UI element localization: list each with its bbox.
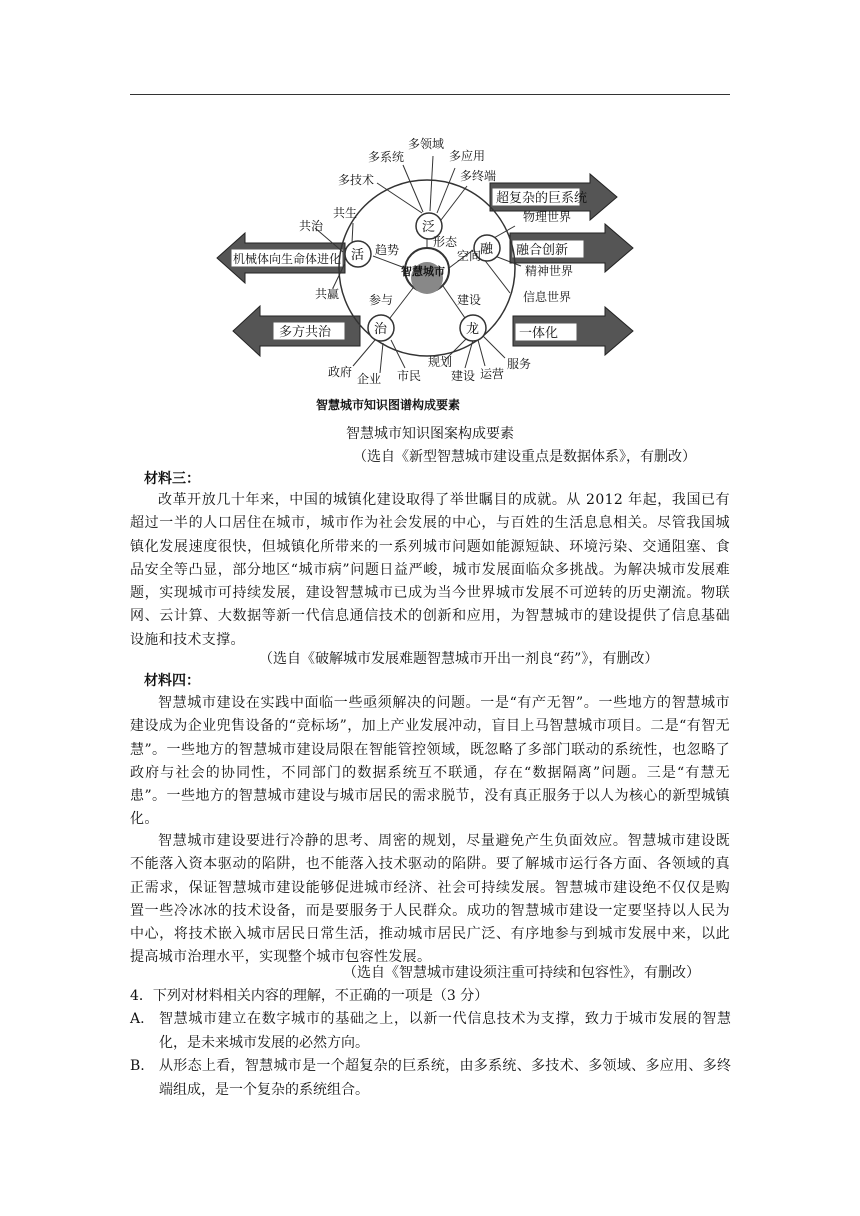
svg-text:共生: 共生 [333, 206, 358, 220]
option-a-letter: A. [130, 1011, 145, 1027]
center-node [401, 248, 449, 294]
arrow-mid-right-label: 融合创新 [516, 243, 569, 258]
svg-text:信息世界: 信息世界 [523, 290, 572, 304]
figure-source: （选自《新型智慧城市建设重点是数据体系》，有删改） [353, 449, 696, 465]
node-long [460, 315, 486, 341]
option-b-letter: B. [130, 1058, 145, 1074]
svg-text:政府: 政府 [328, 365, 353, 379]
option-a-text: 智慧城市建立在数字城市的基础之上，以新一代信息技术为支撑，致力于城市发展的智慧化，是未来城市发展的必然方向。 [159, 1011, 731, 1051]
ring-label-jianshe: 建设 [457, 293, 482, 307]
svg-text:精神世界: 精神世界 [525, 264, 574, 278]
center-label: 智慧城市 [401, 265, 445, 278]
diagram-title: 智慧城市知识图谱构成要素 [316, 398, 461, 412]
material4-paragraph-1: 智慧城市建设在实践中面临一些亟须解决的问题。一是“有产无智”。一些地方的智慧城市建设成为企业兜售设备的“竞标场”，加上产业发展冲动，盲目上马智慧城市项目。二是“有智无慧”。一些地方的智慧城市建设局限在智能管控领域，既忽略了多部门联动的系统性，也忽略了政府与社会的协同性，不同部门的数据系统互不联通，存在“数据隔离”问题。三是“有慧无患”。一些地方的智慧城市建设与城市居民的需求脱节，没有真正服务于以人为核心的新型城镇化。 [130, 695, 730, 828]
svg-text:运营: 运营 [480, 367, 505, 381]
material3-source: （选自《破解城市发展难题智慧城市开出一剂良“药”》，有删改） [259, 651, 659, 667]
material4-source: （选自《智慧城市建设须注重可持续和包容性》，有删改） [343, 965, 700, 981]
ring-label-canyu: 参与 [369, 293, 394, 307]
material4-paragraph-2: 智慧城市建设要进行冷静的思考、周密的规划，尽量避免产生负面效应。智慧城市建设既不能落入资本驱动的陷阱，也不能落入技术驱动的陷阱。要了解城市运行各方面、各领域的真正需求，保证智慧城市建设能够促进城市经济、社会可持续发展。智慧城市建设绝不仅仅是购置一些冷冰冰的技术设备，而是要服务于人民群众。成功的智慧城市建设一定要坚持以人民为中心，将技术嵌入城市居民日常生活，推动城市居民广泛、有序地参与到城市发展中来，以此提高城市治理水平，实现整个城市包容性发展。 [130, 833, 730, 966]
ring-label-xingtai: 形态 [433, 235, 458, 249]
arrow-mid-left-label: 机械体向生命体进化 [233, 252, 342, 266]
ring-label-qushi: 趋势 [375, 243, 400, 257]
svg-text:龙: 龙 [466, 322, 480, 337]
svg-text:共治: 共治 [299, 219, 324, 233]
svg-text:活: 活 [351, 248, 365, 263]
option-b-text: 从形态上看，智慧城市是一个超复杂的巨系统，由多系统、多技术、多领域、多应用、多终端组成，是一个复杂的系统组合。 [159, 1058, 731, 1098]
svg-text:服务: 服务 [507, 357, 532, 371]
svg-text:企业: 企业 [357, 372, 382, 386]
node-zhi [368, 315, 394, 341]
svg-text:规划: 规划 [428, 355, 453, 369]
question-stem: 4．下列对材料相关内容的理解，不正确的一项是（3 分） [130, 988, 489, 1004]
ring-label-kongjian: 空间 [457, 249, 482, 263]
arrow-top-right-label: 超复杂的巨系统 [496, 191, 588, 206]
material3-paragraph: 改革开放几十年来，中国的城镇化建设取得了举世瞩目的成就。从 2012 年起，我国已有超过一半的人口居住在城市，城市作为社会发展的中心，与百姓的生活息息相关。尽管我国城镇化发展速度很快，但城镇化所带来的一系列城市问题如能源短缺、环境污染、交通阻塞、食品安全等凸显，部分地区“城市病”问题日益严峻，城市发展面临众多挑战。为解决城市发展难题，实现城市可持续发展，建设智慧城市已成为当今世界城市发展不可逆转的历史潮流。物联网、云计算、大数据等新一代信息通信技术的创新和应用，为智慧城市的建设提供了信息基础设施和技术支撑。 [130, 492, 730, 648]
svg-text:融: 融 [480, 242, 494, 257]
svg-text:建设: 建设 [451, 369, 476, 383]
node-huo [345, 241, 371, 267]
svg-text:多系统: 多系统 [368, 150, 405, 164]
arrow-bottom-left-label: 多方共治 [279, 325, 332, 340]
header-rule [130, 94, 730, 95]
arrow-bottom-right-label: 一体化 [519, 326, 559, 341]
material4-label: 材料四： [144, 673, 200, 689]
svg-text:多领域: 多领域 [408, 137, 445, 151]
svg-text:治: 治 [374, 322, 388, 337]
svg-text:多技术: 多技术 [338, 173, 375, 187]
svg-text:泛: 泛 [422, 220, 436, 235]
option-b[interactable] [130, 1055, 730, 1103]
svg-text:共赢: 共赢 [315, 287, 340, 301]
svg-text:多终端: 多终端 [460, 169, 497, 183]
svg-text:市民: 市民 [397, 369, 422, 383]
svg-text:物理世界: 物理世界 [523, 210, 572, 224]
arrow-bottom-left [233, 306, 360, 356]
smart-city-diagram [205, 128, 645, 418]
material3-label: 材料三： [144, 471, 200, 487]
option-a[interactable] [130, 1008, 730, 1056]
arrow-bottom-right [513, 307, 633, 355]
figure-caption: 智慧城市知识图案构成要素 [346, 426, 514, 442]
svg-text:多应用: 多应用 [449, 149, 486, 163]
arrow-mid-left [217, 233, 345, 283]
